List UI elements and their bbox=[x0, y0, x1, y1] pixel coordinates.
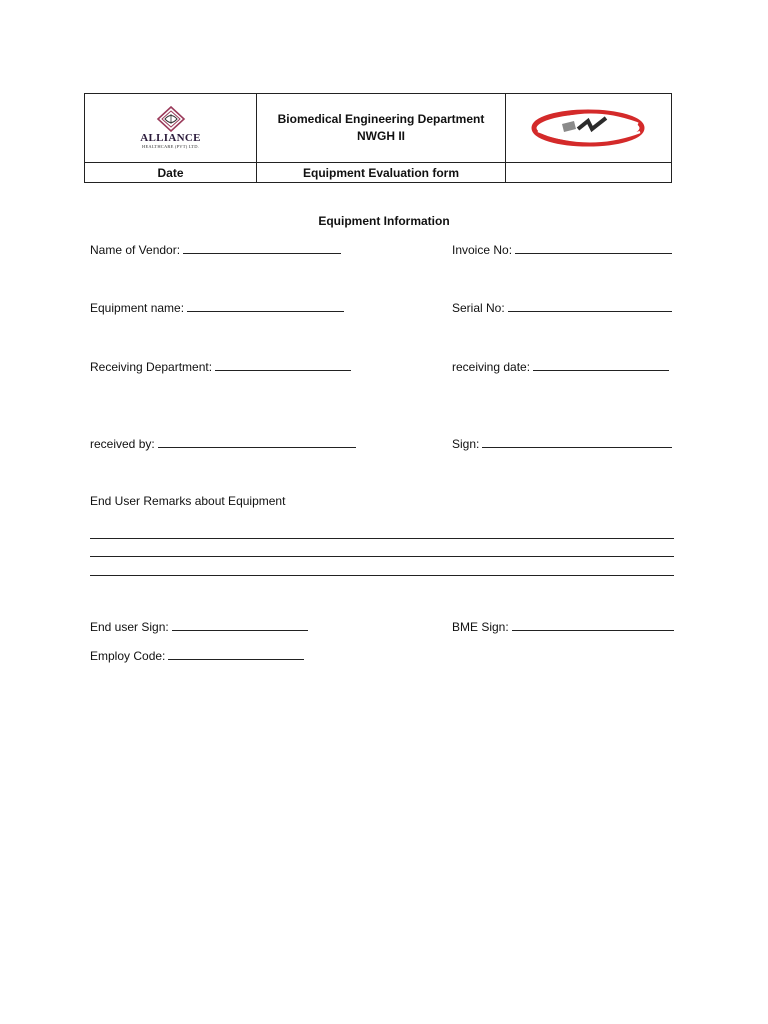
form-name-cell bbox=[257, 163, 506, 183]
vendor-label: Name of Vendor: bbox=[90, 243, 181, 257]
remark-line-1[interactable] bbox=[90, 538, 674, 539]
section-title: Equipment Information bbox=[318, 214, 450, 228]
receiving-date-label: receiving date: bbox=[452, 360, 531, 374]
received-by-field[interactable] bbox=[90, 437, 356, 451]
alliance-logo-subtitle: HEALTHCARE (PVT) LTD. bbox=[142, 144, 199, 149]
sign-field[interactable] bbox=[452, 437, 672, 451]
employ-code-label: Employ Code: bbox=[90, 649, 166, 663]
sign-line[interactable] bbox=[482, 438, 672, 448]
serial-line[interactable] bbox=[508, 302, 672, 312]
date-value-cell[interactable] bbox=[506, 163, 671, 183]
end-user-sign-line[interactable] bbox=[172, 621, 308, 631]
alliance-diamond-icon bbox=[151, 106, 191, 132]
serial-field[interactable] bbox=[452, 301, 672, 315]
remark-line-3[interactable] bbox=[90, 575, 674, 576]
remark-line-2[interactable] bbox=[90, 556, 674, 557]
invoice-line[interactable] bbox=[515, 244, 672, 254]
date-cell bbox=[85, 163, 257, 183]
right-logo-cell bbox=[506, 94, 671, 162]
department-unit: NWGH II bbox=[357, 129, 405, 143]
remarks-title: End User Remarks about Equipment bbox=[90, 494, 286, 508]
sign-label: Sign: bbox=[452, 437, 480, 451]
receiving-date-field[interactable] bbox=[452, 360, 669, 374]
alliance-logo-name: ALLIANCE bbox=[140, 132, 201, 144]
department-cell bbox=[257, 94, 506, 162]
end-user-sign-field[interactable] bbox=[90, 620, 308, 634]
received-by-line[interactable] bbox=[158, 438, 356, 448]
left-logo-cell bbox=[85, 94, 257, 162]
date-label: Date bbox=[157, 166, 184, 180]
invoice-label: Invoice No: bbox=[452, 243, 513, 257]
invoice-field[interactable] bbox=[452, 243, 672, 257]
header-row-bottom bbox=[85, 163, 671, 183]
department-title bbox=[278, 111, 485, 145]
bme-sign-label: BME Sign: bbox=[452, 620, 509, 634]
receiving-department-label: Receiving Department: bbox=[90, 360, 213, 374]
received-by-label: received by: bbox=[90, 437, 155, 451]
receiving-date-line[interactable] bbox=[533, 361, 669, 371]
employ-code-field[interactable] bbox=[90, 649, 304, 663]
alliance-logo bbox=[140, 106, 200, 150]
bme-sign-field[interactable] bbox=[452, 620, 674, 634]
header-table bbox=[84, 93, 672, 183]
form-name: Equipment Evaluation form bbox=[302, 166, 459, 180]
receiving-department-line[interactable] bbox=[215, 361, 351, 371]
vendor-line[interactable] bbox=[183, 244, 341, 254]
equipment-name-field[interactable] bbox=[90, 301, 344, 315]
nwgh-logo-icon bbox=[530, 107, 648, 149]
end-user-sign-label: End user Sign: bbox=[90, 620, 169, 634]
equipment-name-label: Equipment name: bbox=[90, 301, 185, 315]
bme-sign-line[interactable] bbox=[512, 621, 674, 631]
vendor-field[interactable] bbox=[90, 243, 341, 257]
receiving-department-field[interactable] bbox=[90, 360, 351, 374]
header-row-top bbox=[85, 94, 671, 163]
serial-label: Serial No: bbox=[452, 301, 505, 315]
equipment-name-line[interactable] bbox=[187, 302, 344, 312]
employ-code-line[interactable] bbox=[168, 650, 304, 660]
department-name: Biomedical Engineering Department bbox=[277, 112, 485, 126]
